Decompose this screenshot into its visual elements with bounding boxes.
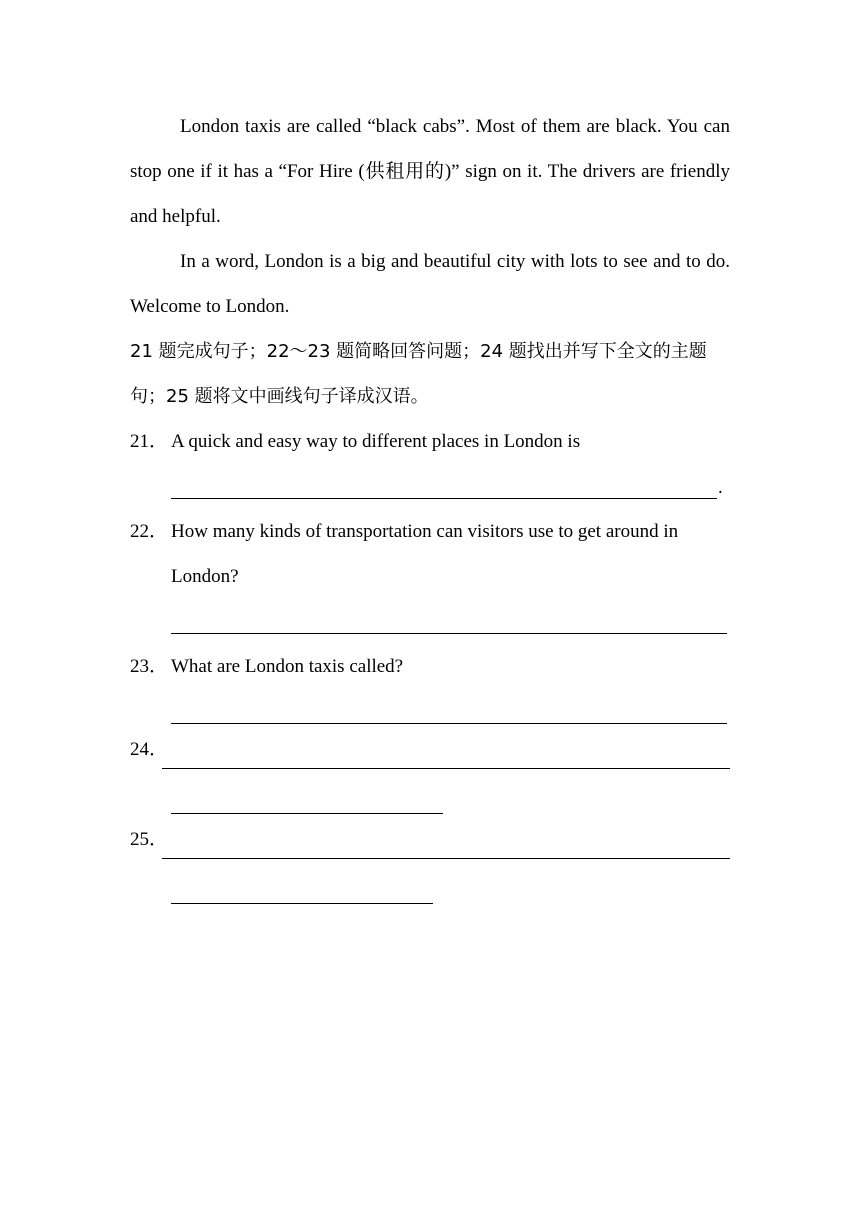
answer-line[interactable] — [171, 699, 727, 724]
question-number: 24． — [130, 739, 169, 760]
answer-line[interactable] — [171, 609, 727, 634]
instructions: 21 题完成句子；22～23 题简略回答问题；24 题找出并写下全文的主题句；25 题将文中画线句子译成汉语。 — [130, 341, 707, 407]
question-22 — [130, 509, 730, 554]
question-number: 25． — [130, 829, 169, 850]
question-24 — [130, 734, 730, 779]
question-25 — [130, 824, 730, 869]
answer-line[interactable] — [171, 474, 717, 499]
sentence-period: . — [718, 477, 723, 498]
question-text-continued: London? — [171, 566, 239, 587]
question-24-answer-row — [130, 779, 730, 824]
question-23-answer-row — [130, 689, 730, 734]
passage-paragraph-1: London taxis are called “black cabs”. Most of them are black. You can stop one if it has a “For Hire (供租用的)” sign on it. The drivers are friendly and helpful. — [130, 116, 730, 227]
question-number: 21． — [130, 431, 169, 452]
question-21-answer-row — [130, 464, 730, 509]
question-21 — [130, 419, 730, 464]
answer-line[interactable] — [162, 744, 730, 769]
worksheet-page — [130, 104, 730, 914]
question-text: How many kinds of transportation can visitors use to get around in — [171, 521, 679, 542]
question-23 — [130, 644, 730, 689]
answer-line[interactable] — [171, 789, 443, 814]
question-text: A quick and easy way to different places in London is — [171, 431, 581, 452]
answer-line[interactable] — [162, 834, 730, 859]
passage-paragraph-2: In a word, London is a big and beautiful city with lots to see and to do. Welcome to London. — [130, 251, 730, 317]
question-22-answer-row — [130, 599, 730, 644]
question-number: 23． — [130, 656, 169, 677]
question-25-answer-row — [130, 869, 730, 914]
answer-line[interactable] — [171, 879, 433, 904]
question-number: 22． — [130, 521, 169, 542]
question-text: What are London taxis called? — [171, 656, 404, 677]
